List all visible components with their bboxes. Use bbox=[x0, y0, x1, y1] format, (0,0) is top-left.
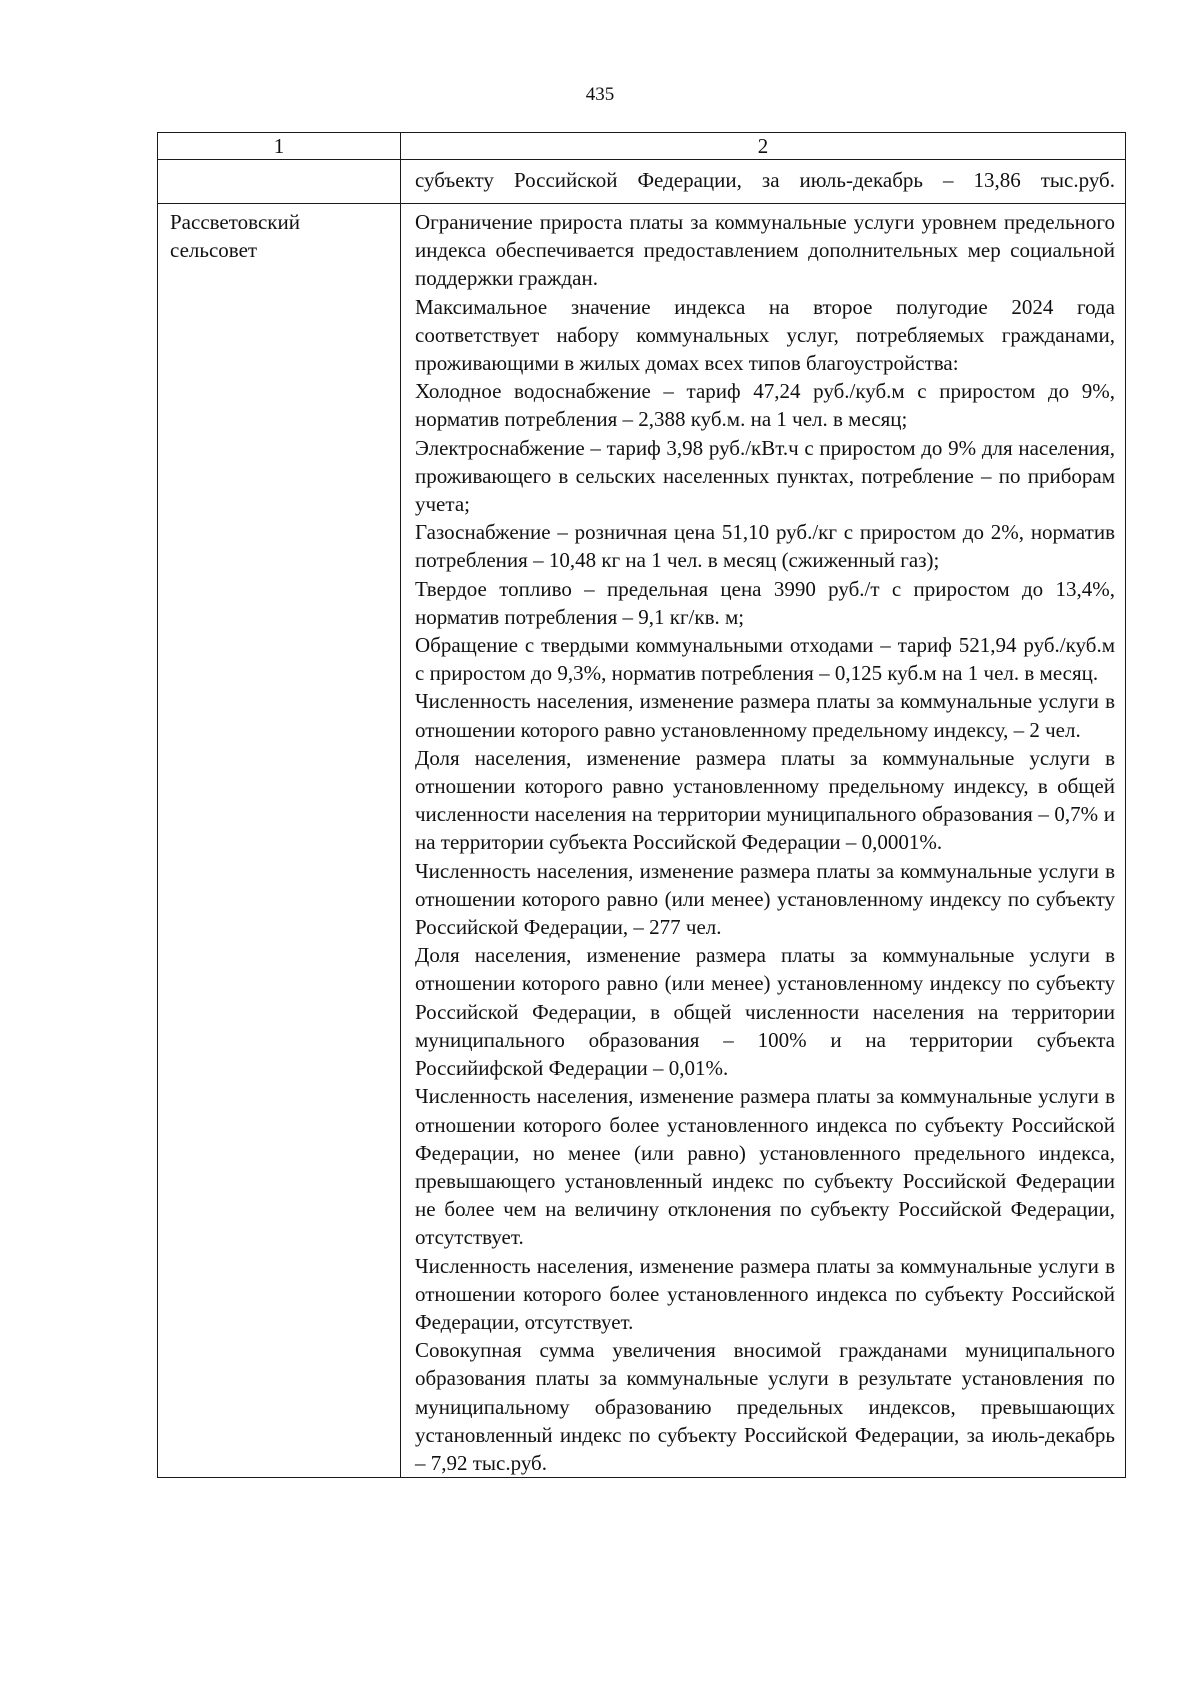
paragraph: Обращение с твердыми коммунальными отходами – тариф 521,94 руб./куб.м с приростом до 9,3%, норматив потребления – 0,125 куб.м на 1 чел. в месяц. bbox=[415, 633, 1115, 686]
paragraph: Численность населения, изменение размера платы за коммунальные услуги в отношении которого более установленного индекса по субъекту Российской Федерации, но менее (или равно) установленного предельного индекса, превышающего установленный индекс по субъекту Российской Федерации не более чем на величину отклонения по субъекту Российской Федерации, отсутствует. bbox=[415, 1084, 1115, 1250]
paragraph: Численность населения, изменение размера платы за коммунальные услуги в отношении которого равно установленному предельному индексу, – 2 чел. bbox=[415, 689, 1115, 742]
indices-table bbox=[157, 132, 1126, 1478]
continuation-row bbox=[158, 160, 1126, 204]
paragraph: Газоснабжение – розничная цена 51,10 руб./кг с приростом до 2%, норматив потребления – 10,48 кг на 1 чел. в месяц (сжиженный газ); bbox=[415, 520, 1115, 573]
continuation-text: субъекту Российской Федерации, за июль-декабрь – 13,86 тыс.руб. bbox=[401, 160, 1126, 204]
paragraph: Электроснабжение – тариф 3,98 руб./кВт.ч с приростом до 9% для населения, проживающего в сельских населенных пунктах, потребление – по приборам учета; bbox=[415, 435, 1115, 517]
paragraph: Ограничение прироста платы за коммунальные услуги уровнем предельного индекса обеспечивается предоставлением дополнительных мер социальной поддержки граждан. bbox=[415, 210, 1115, 291]
paragraph: Совокупная сумма увеличения вносимой гражданами муниципального образования платы за коммунальные услуги в результате установления по муниципальному образованию предельных индексов, превышающих установленный индекс по субъекту Российской Федерации, за июль-декабрь – 7,92 тыс.руб. bbox=[415, 1338, 1115, 1475]
page-number: 435 bbox=[585, 84, 615, 105]
paragraph: Доля населения, изменение размера платы за коммунальные услуги в отношении которого равно установленному предельному индексу, в общей численности населения на территории муниципального образования – 0,7% и на территории субъекта Российской Федерации – 0,0001%. bbox=[415, 745, 1115, 855]
paragraph: Доля населения, изменение размера платы за коммунальные услуги в отношении которого равно (или менее) установленному индексу по субъекту Российской Федерации, в общей численности населения на территории муниципального образования – 100% и на территории субъекта Российифской Федерации – 0,01%. bbox=[415, 943, 1115, 1081]
paragraph: Холодное водоснабжение – тариф 47,24 руб./куб.м с приростом до 9%, норматив потребления – 2,388 куб.м. на 1 чел. в месяц; bbox=[415, 379, 1115, 432]
municipality-cell bbox=[158, 204, 401, 1478]
header-cell-2: 2 bbox=[401, 133, 1126, 160]
description-cell bbox=[401, 204, 1126, 1478]
continuation-municipality-cell bbox=[158, 160, 401, 204]
paragraph: Численность населения, изменение размера платы за коммунальные услуги в отношении которого равно (или менее) установленному индексу по субъекту Российской Федерации, – 277 чел. bbox=[415, 858, 1115, 940]
table-row bbox=[158, 204, 1126, 1478]
paragraph: Максимальное значение индекса на второе полугодие 2024 года соответствует набору коммунальных услуг, потребляемых гражданами, проживающими в жилых домах всех типов благоустройства: bbox=[415, 294, 1115, 376]
paragraph: Твердое топливо – предельная цена 3990 руб./т с приростом до 13,4%, норматив потребления – 9,1 кг/кв. м; bbox=[415, 576, 1115, 629]
table-header-row bbox=[158, 133, 1126, 160]
municipality-name-line2: сельсовет bbox=[170, 238, 258, 262]
municipality-name-line1: Рассветовский bbox=[170, 210, 300, 234]
paragraph: Численность населения, изменение размера платы за коммунальные услуги в отношении которого более установленного индекса по субъекту Российской Федерации, отсутствует. bbox=[415, 1253, 1115, 1334]
header-cell-1: 1 bbox=[158, 133, 401, 160]
